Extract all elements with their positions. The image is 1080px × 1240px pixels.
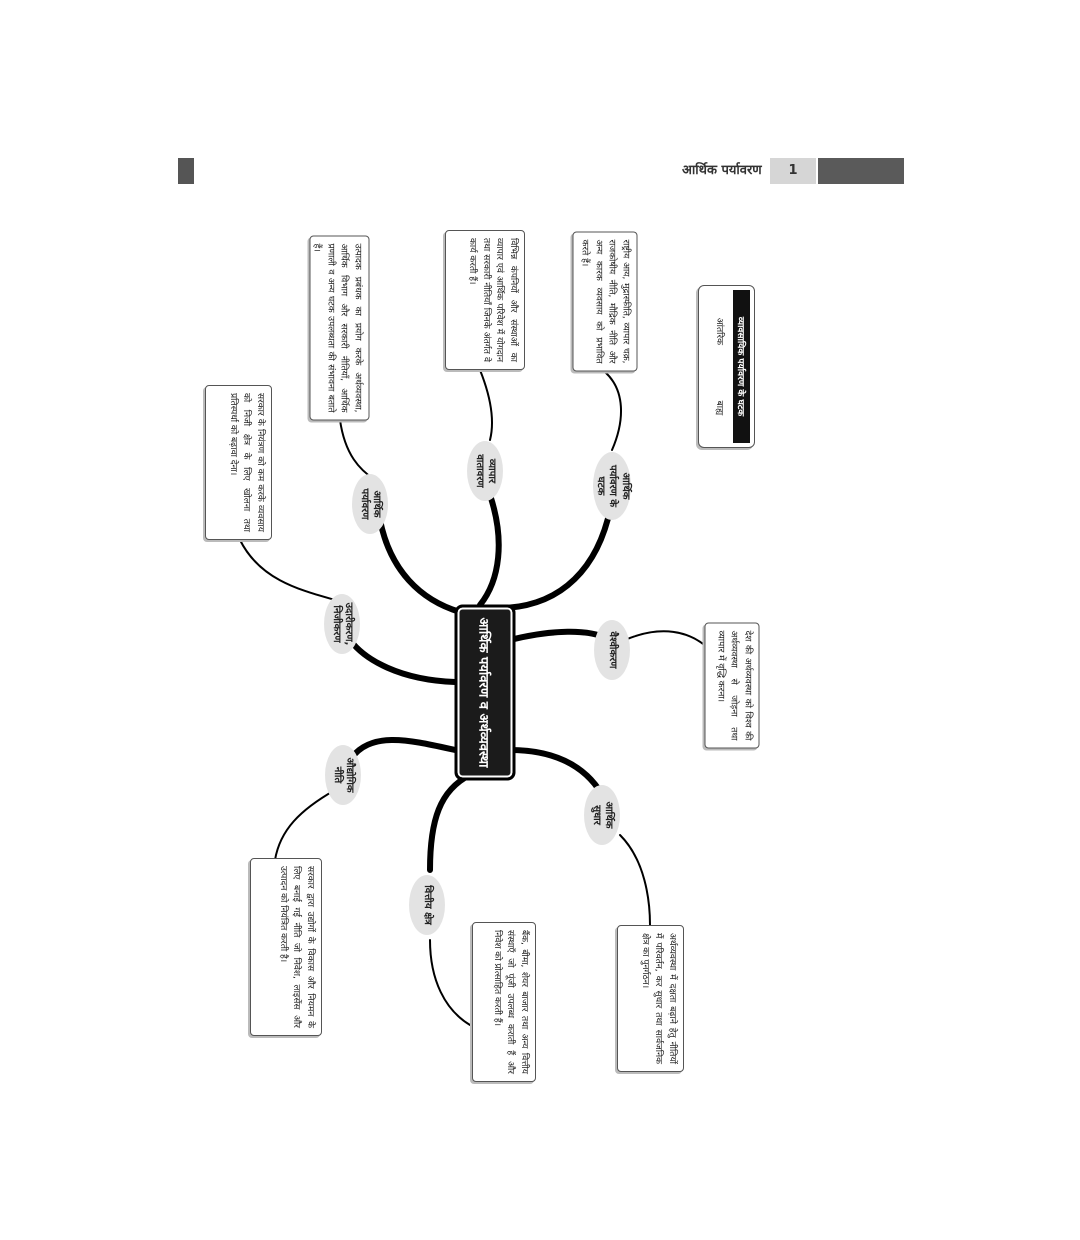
branch-connector-4 <box>350 640 455 682</box>
branch-connector-1 <box>380 520 460 612</box>
leaf-connector-6 <box>275 790 335 860</box>
branch-node-vaishvikaran <box>594 620 630 680</box>
branch-text: सरकार के नियंत्रण को कम करके व्यवसाय को निजी क्षेत्र के लिए खोलना तथा प्रतिस्पर्धा को बढ़ावा देना। <box>228 393 265 532</box>
branch-connector-2 <box>480 495 499 605</box>
branch-node-arthik-paryavaran <box>352 474 388 534</box>
leaf-connector-3 <box>605 372 621 450</box>
branch-text-box <box>472 922 536 1082</box>
branch-node-label: आर्थिक सुधार <box>591 801 615 829</box>
branch-text-box <box>705 623 760 749</box>
branch-node-label: वित्तीय क्षेत्र <box>422 885 434 925</box>
page-number: 1 <box>770 158 816 184</box>
legend-row <box>714 290 727 443</box>
center-node-label: आर्थिक पर्यावरण व अर्थव्यवस्था <box>476 617 491 768</box>
branch-connector-3 <box>505 500 612 608</box>
branch-node-arthik-sudhar <box>584 785 620 845</box>
leaf-connector-4 <box>240 540 335 600</box>
legend-item-left: आंतरिक <box>714 317 724 346</box>
branch-connector-7 <box>430 775 470 870</box>
branch-node-label: औद्योगिक नीति <box>332 757 356 793</box>
branch-text-box <box>250 858 322 1036</box>
branch-node-udarikaran <box>324 594 360 654</box>
branch-node-label: आर्थिक पर्यावरण <box>359 488 383 520</box>
branch-node-audyogik-niti <box>325 745 361 805</box>
branch-node-label: उदारीकरण, निजीकरण <box>331 602 355 646</box>
legend-item-right: बाह्य <box>714 400 724 416</box>
branch-text-box <box>445 230 525 370</box>
leaf-connector-2 <box>480 370 492 440</box>
chapter-title: आर्थिक पर्यावरण <box>682 163 762 178</box>
leaf-connector-1 <box>340 420 375 480</box>
branch-node-vyapar <box>467 441 503 501</box>
branch-text: बैंक, बीमा, शेयर बाजार तथा अन्य वित्तीय संस्थाएँ जो पूंजी उपलब्ध कराती हैं और निवेश को प्रोत्साहित करती हैं। <box>492 930 529 1074</box>
branch-node-label: वैश्वीकरण <box>607 631 619 669</box>
leaf-connector-7 <box>430 940 470 1025</box>
branch-node-label: व्यापार वातावरण <box>474 454 498 488</box>
branch-text: विभिन्न कंपनियों और संस्थाओं का व्यापार एवं आर्थिक परिवेश में योगदान तथा सरकारी नीतियाँ जिनके अंतर्गत वे कार्य करती हैं। <box>467 238 518 362</box>
branch-node-arthik-ghatak <box>593 452 631 520</box>
legend-title: व्यावसायिक पर्यावरण के घटक <box>733 290 750 443</box>
legend-box <box>698 285 755 448</box>
branch-text-box <box>205 385 272 540</box>
branch-text: सरकार द्वारा उद्योगों के विकास और नियमन के लिए बनाई गई नीति जो निवेश, लाइसेंस और उत्पादन को नियंत्रित करती है। <box>278 866 315 1028</box>
branch-text: उत्पादक प्रबंधक का प्रयोग करके अर्थव्यवस्था, आर्थिक विभाग और सरकारी नीतियाँ, आर्थिक प्रणाली व अन्य घटक उपलब्धता की संभावना बताते हैं। <box>312 243 363 413</box>
branch-text-box <box>617 925 684 1072</box>
center-node <box>455 605 516 781</box>
branch-text-box <box>310 236 370 421</box>
branch-node-vittiya-kshetra <box>409 875 445 935</box>
branch-text-box <box>573 232 638 372</box>
branch-connector-6 <box>350 740 455 760</box>
leaf-connector-5 <box>625 631 710 650</box>
branch-node-label: आर्थिक पर्यावरण के घटक <box>594 464 631 508</box>
branch-text: राष्ट्रीय आय, मुद्रास्फीति, व्यापार चक्र, राजकोषीय नीति, मौद्रिक नीति और अन्य कारक व्यवसाय को प्रभावित करते हैं। <box>580 239 631 364</box>
branch-text: देश की अर्थव्यवस्था को विश्व की अर्थव्यवस्था से जोड़ना तथा व्यापार में वृद्धि करना। <box>715 630 753 741</box>
leaf-connector-8 <box>620 835 650 925</box>
branch-text: अर्थव्यवस्था में दक्षता बढ़ाने हेतु नीतियों में परिवर्तन, कर सुधार तथा सार्वजनिक क्षेत्र का पुनर्गठन। <box>640 933 677 1064</box>
